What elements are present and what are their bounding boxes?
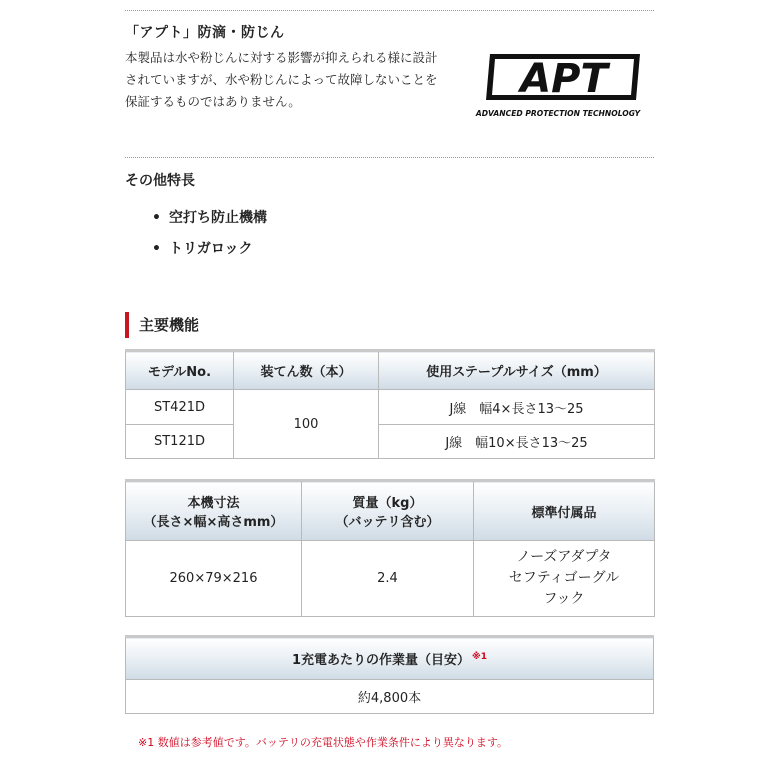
workload-value: 約4,800本	[126, 680, 654, 714]
footnote: ※1 数値は参考値です。バッテリの充電状態や作業条件により異なります。	[138, 736, 508, 749]
list-item: • トリガロック	[152, 237, 267, 268]
table-header: 質量（kg） （バッテリ含む）	[302, 481, 474, 541]
table-header: 本機寸法 （長さ×幅×高さmm）	[126, 481, 302, 541]
accessories-cell	[474, 541, 655, 617]
model-cell: ST421D	[126, 390, 234, 425]
table-header: 装てん数（本）	[234, 351, 379, 390]
footnote-mark: ※1	[472, 651, 488, 662]
weight-cell: 2.4	[302, 541, 474, 617]
apt-logo-subtext: ADVANCED PROTECTION TECHNOLOGY	[475, 109, 641, 118]
table-row	[126, 425, 655, 459]
table-header: 1充電あたりの作業量（目安） $^{※1}$	[126, 637, 654, 680]
section-title: 主要機能	[125, 312, 199, 338]
accessory-item: フック	[543, 591, 585, 607]
divider	[125, 157, 654, 158]
spec-table	[125, 479, 655, 617]
accessory-item: ノーズアダプタ	[516, 549, 612, 565]
apt-logo-text: APT	[520, 56, 608, 102]
workload-table	[125, 635, 654, 714]
model-cell: ST121D	[126, 425, 234, 459]
size-cell: J線 幅4×長さ13～25	[379, 390, 655, 425]
table-row	[126, 680, 654, 714]
table-row	[126, 541, 655, 617]
model-table	[125, 349, 655, 459]
capacity-cell: 100	[234, 390, 379, 459]
list-item: • 空打ち防止機構	[152, 206, 267, 237]
table-header: 使用ステープルサイズ（mm）	[379, 351, 655, 390]
size-cell: J線 幅10×長さ13～25	[379, 425, 655, 459]
feature-list	[152, 206, 267, 268]
divider	[125, 10, 654, 11]
other-features-title: その他特長	[125, 173, 195, 189]
apt-description: 本製品は水や粉じんに対する影響が抑えられる様に設計されていますが、水や粉じんによって故障しないことを保証するものではありません。	[125, 50, 438, 109]
table-header: モデルNo.	[126, 351, 234, 390]
accessory-item: セフティゴーグル	[508, 570, 620, 586]
apt-title: 「アプト」防滴・防じん	[125, 25, 285, 41]
apt-logo	[468, 50, 648, 122]
dimensions-cell: 260×79×216	[126, 541, 302, 617]
table-header: 標準付属品	[474, 481, 655, 541]
table-row	[126, 390, 655, 425]
